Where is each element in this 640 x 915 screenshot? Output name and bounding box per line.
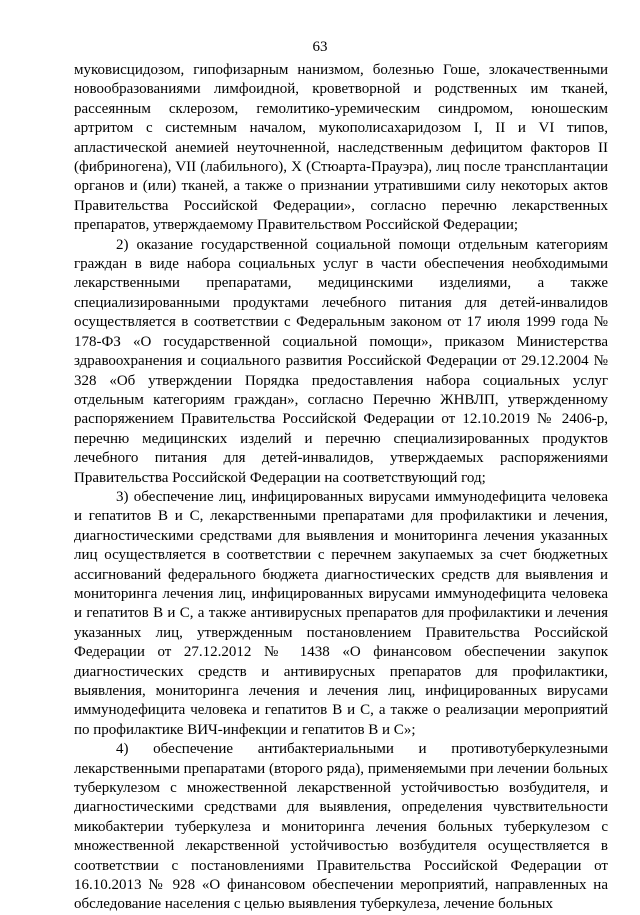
page-number: 63 — [312, 39, 328, 55]
paragraph-item-4: 4) обеспечение антибактериальными и противотуберкулезными лекарственными препаратами (второго ряда), применяемыми при лечении больных туберкулезом с множественной лекарственной устойчивостью возбудителя, и диагностическими средствами для выявления, определения чувствительности микобактерии туберкулеза и мониторинга лечения больных туберкулезом с множественной лекарственной устойчивостью возбудителя осуществляется в соответствии с постановлениями Правительства Российской Федерации от 16.10.2013 № 928 «О финансовом обеспечении мероприятий, направленных на обследование населения с целью выявления туберкулеза, лечение больных — [74, 741, 608, 913]
paragraph-item-3: 3) обеспечение лиц, инфицированных вирусами иммунодефицита человека и гепатитов B и C, лекарственными препаратами для профилактики и лечения, диагностическими средствами для выявления и мониторинга лечения указанных лиц осуществляется в соответствии с перечнем закупаемых за счет бюджетных ассигнований федерального бюджета диагностических средств для выявления и мониторинга лечения лиц, инфицированных вирусами иммунодефицита человека и гепатитов B и C, а также антивирусных препаратов для профилактики и лечения указанных лиц, утвержденным постановлением Правительства Российской Федерации от 27.12.2012 № 1438 «О финансовом обеспечении закупок диагностических средств и антивирусных препаратов для профилактики, выявления, мониторинга лечения и лечения лиц, инфицированных вирусами иммунодефицита человека и гепатитов B и C, а также о реализации мероприятий по профилактике ВИЧ-инфекции и гепатитов B и C»; — [74, 488, 608, 738]
document-body — [74, 61, 608, 915]
paragraph-item-2: 2) оказание государственной социальной помощи отдельным категориям граждан в виде набора социальных услуг в части обеспечения необходимыми лекарственными препаратами, медицинскими изделиями, а также специализированными продуктами лечебного питания для детей-инвалидов осуществляется в соответствии с Федеральным законом от 17 июля 1999 года № 178-ФЗ «О государственной социальной помощи», приказом Министерства здравоохранения и социального развития Российской Федерации от 29.12.2004 № 328 «Об утверждении Порядка предоставления набора социальных услуг отдельным категориям граждан», согласно Перечню ЖНВЛП, утвержденному распоряжением Правительства Российской Федерации от 12.10.2019 № 2406-р, перечню медицинских изделий и перечню специализированных продуктов лечебного питания для детей-инвалидов, утверждаемых распоряжениями Правительства Российской Федерации на соответствующий год; — [74, 236, 608, 486]
paragraph-continuation: муковисцидозом, гипофизарным нанизмом, болезнью Гоше, злокачественными новообразованиями лимфоидной, кроветворной и родственных им тканей, рассеянным склерозом, гемолитико-уремическим синдромом, юношеским артритом с системным началом, мукополисахаридозом I, II и VI типов, апластической анемией неуточненной, наследственным дефицитом факторов II (фибриногена), VII (лабильного), X (Стюарта-Прауэра), лиц после трансплантации органов и (или) тканей, а также о признании утратившими силу некоторых актов Правительства Российской Федерации», согласно перечню лекарственных препаратов, утверждаемому Правительством Российской Федерации; — [74, 62, 608, 234]
